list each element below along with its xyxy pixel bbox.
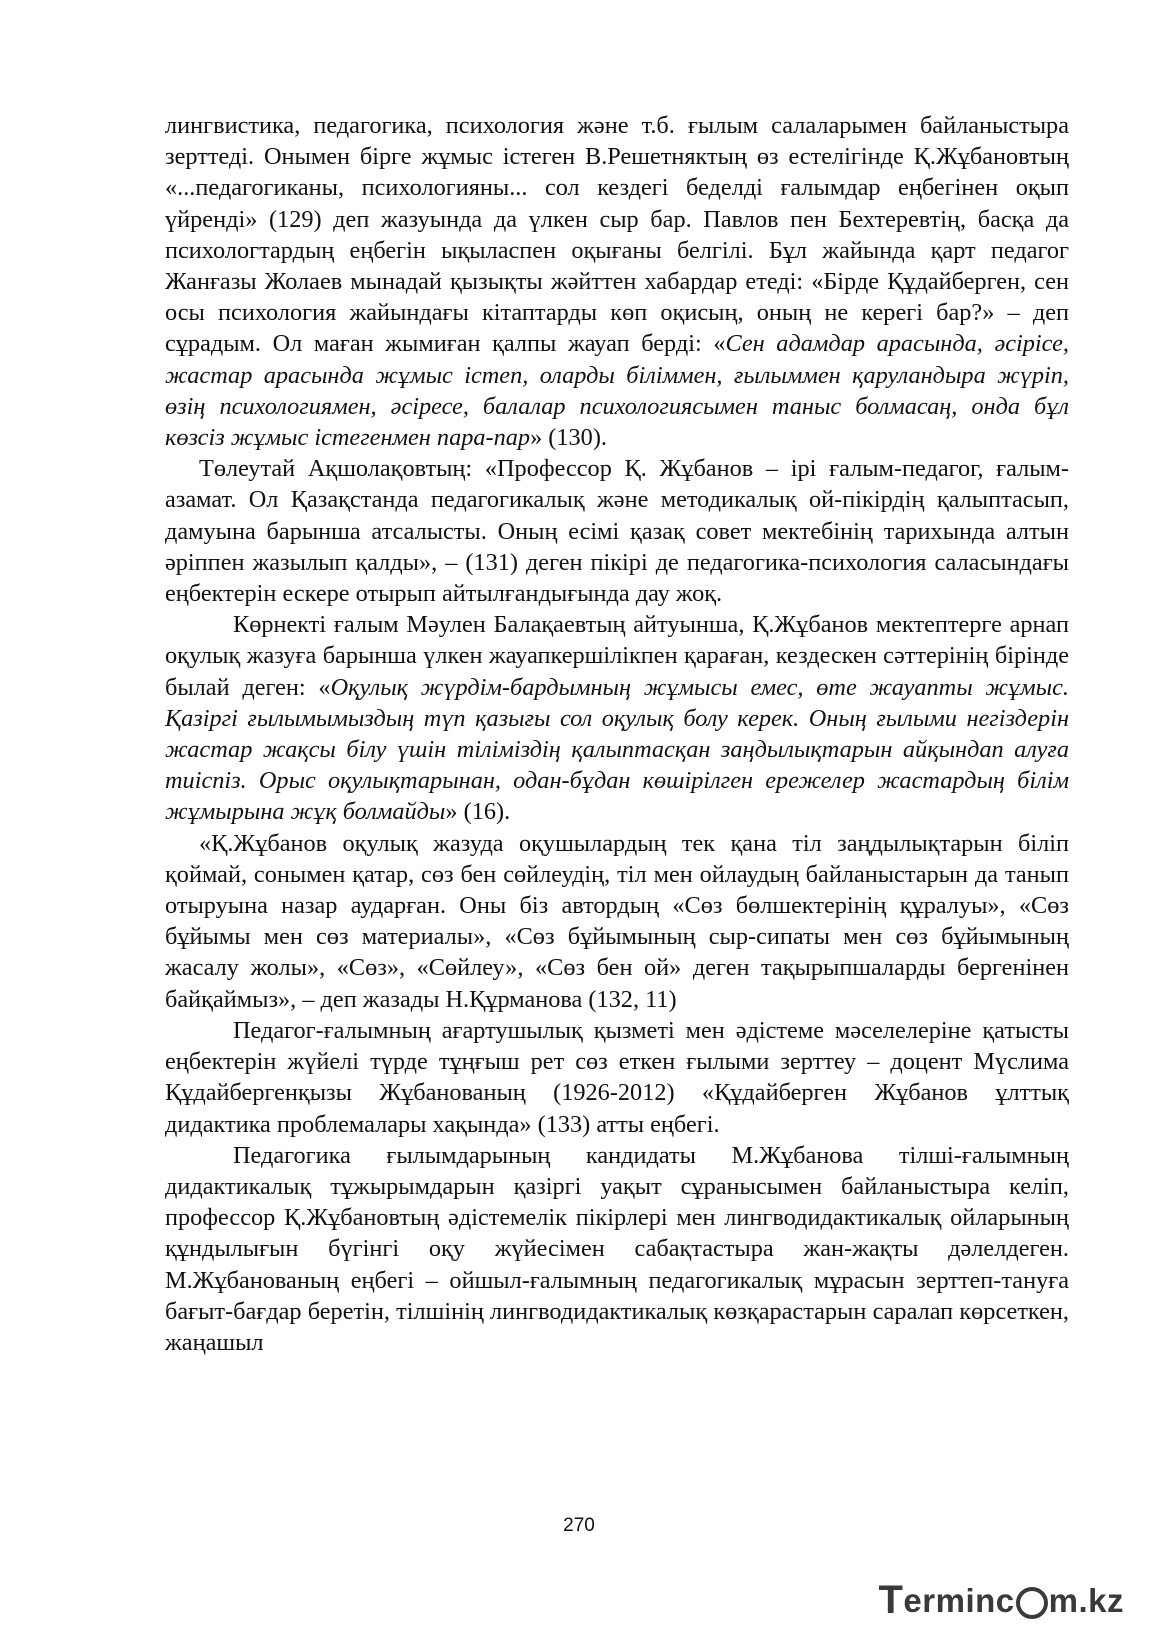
watermark-text-end: m.kz xyxy=(1048,1581,1124,1619)
text-run: Төлеутай Ақшолақовтың: «Профессор Қ. Жұбанов – ірі ғалым-педагог, ғалым-азамат. Ол Қазақстанда педагогикалық және методикалық ой-пікірдің қалыптасып, дамуына барынша атсалысты. Оның есімі қазақ совет мектебінің тарихында алтын әріппен жазылып қалды», – (131) деген пікірі де педагогика-психология саласындағы еңбектерін ескере отырып айтылғандығында дау жоқ. xyxy=(165,455,1069,608)
watermark-ring-icon xyxy=(1016,1587,1048,1619)
text-run: лингвистика, педагогика, психология және т.б. ғылым салаларымен байланыстыра зерттеді. Онымен бірге жұмыс істеген В.Решетняктың өз естелігінде Қ.Жұбановтың «...педагогиканы, психологияны... сол кездегі беделді ғалымдар еңбегінен оқып үйренді» (129) деп жазуында да үлкен сыр бар. Павлов пен Бехтеревтің, басқа да психологтардың еңбегін ықыласпен оқығаны белгілі. Бұл жайында қарт педагог Жанғазы Жолаев мынадай қызықты жәйттен хабардар етеді: «Бірде Құдайберген, сен осы психология жайындағы кітаптарды көп оқисың, оның не керегі бар?» – деп сұрадым. Ол маған жымиған қалпы жауап берді: « xyxy=(165,112,1069,358)
termincom-watermark-logo xyxy=(878,1578,1124,1623)
text-run: «Қ.Жұбанов оқулық жазуда оқушылардың тек қана тіл заңдылықтарын біліп қоймай, сонымен қатар, сөз бен сөйлеудің, тіл мен ойлаудың байланыстарын да танып отыруына назар аударған. Оны біз автордың «Сөз бөлшектерінің құралуы», «Сөз бұйымы мен сөз материалы», «Сөз бұйымының сыр-сипаты мен сөз бұйымының жасалу жолы», «Сөз», «Сөйлеу», «Сөз бен ой» деген тақырыпшаларды бергенінен байқаймыз», – деп жазады Н.Құрманова (132, 11) xyxy=(165,829,1069,1013)
quote-italic: Сен адамдар арасында, әсірісе, жастар арасында жұмыс істеп, оларды біліммен, ғылыммен қаруландыра жүріп, өзің психологиямен, әсіресе, балалар психологиясымен таныс болмасаң, онда бұл көзсіз жұмыс істегенмен пара-пар xyxy=(165,330,1069,452)
text-run: Көрнекті ғалым Мәулен Балақаевтың айтуынша, Қ.Жұбанов мектептерге арнап оқулық жазуға барынша үлкен жауапкершілікпен қараған, кездескен сәттерінің бірінде былай деген: « xyxy=(165,611,1069,701)
watermark-letter-t: T xyxy=(878,1578,904,1622)
paragraph xyxy=(165,828,1069,1015)
paragraph xyxy=(165,110,1069,453)
paragraph xyxy=(165,1015,1069,1140)
paragraph xyxy=(165,453,1069,609)
quote-italic: Оқулық жүрдім-бардымның жұмысы емес, өте жауапты жұмыс. Қазіргі ғылымымыздың түп қазығы сол оқулық болу керек. Оның ғылыми негіздерін жастар жақсы білу үшін тіліміздің қалыптасқан заңдылықтарын айқындап алуға тиіспіз. Орыс оқулықтарынан, одан-бұдан көшірілген ережелер жастардың білім жұмырына жұқ болмайды xyxy=(165,673,1069,826)
text-run: » (16). xyxy=(445,798,511,826)
page-body xyxy=(165,110,1069,1358)
page-number: 270 xyxy=(563,1515,595,1536)
text-run: Педагогика ғылымдарының кандидаты М.Жұбанова тілші-ғалымның дидактикалық тұжырымдарын қазіргі уақыт сұранысымен байланыстыра келіп, профессор Қ.Жұбановтың әдістемелік пікірлері мен лингводидактикалық ойларының құндылығын бүгінгі оқу жүйесімен сабақтастыра жан-жақты дәлелдеген. М.Жұбанованың еңбегі – ойшыл-ғалымның педагогикалық мұрасын зерттеп-тануға бағыт-бағдар беретін, тілшінің лингводидактикалық көзқарастарын саралап көрсеткен, жаңашыл xyxy=(165,1141,1069,1356)
paragraph xyxy=(165,1140,1069,1358)
text-run: Педагог-ғалымның ағартушылық қызметі мен әдістеме мәселелеріне қатысты еңбектерін жүйелі түрде тұңғыш рет сөз еткен ғылыми зерттеу – доцент Мүслима Құдайбергенқызы Жұбанованың (1926-2012) «Құдайберген Жұбанов ұлттық дидактика проблемалары хақында» (133) атты еңбегі. xyxy=(165,1016,1069,1138)
text-run: » (130). xyxy=(530,424,607,452)
watermark-text-mid: erminc xyxy=(903,1581,1015,1619)
paragraph xyxy=(165,609,1069,827)
